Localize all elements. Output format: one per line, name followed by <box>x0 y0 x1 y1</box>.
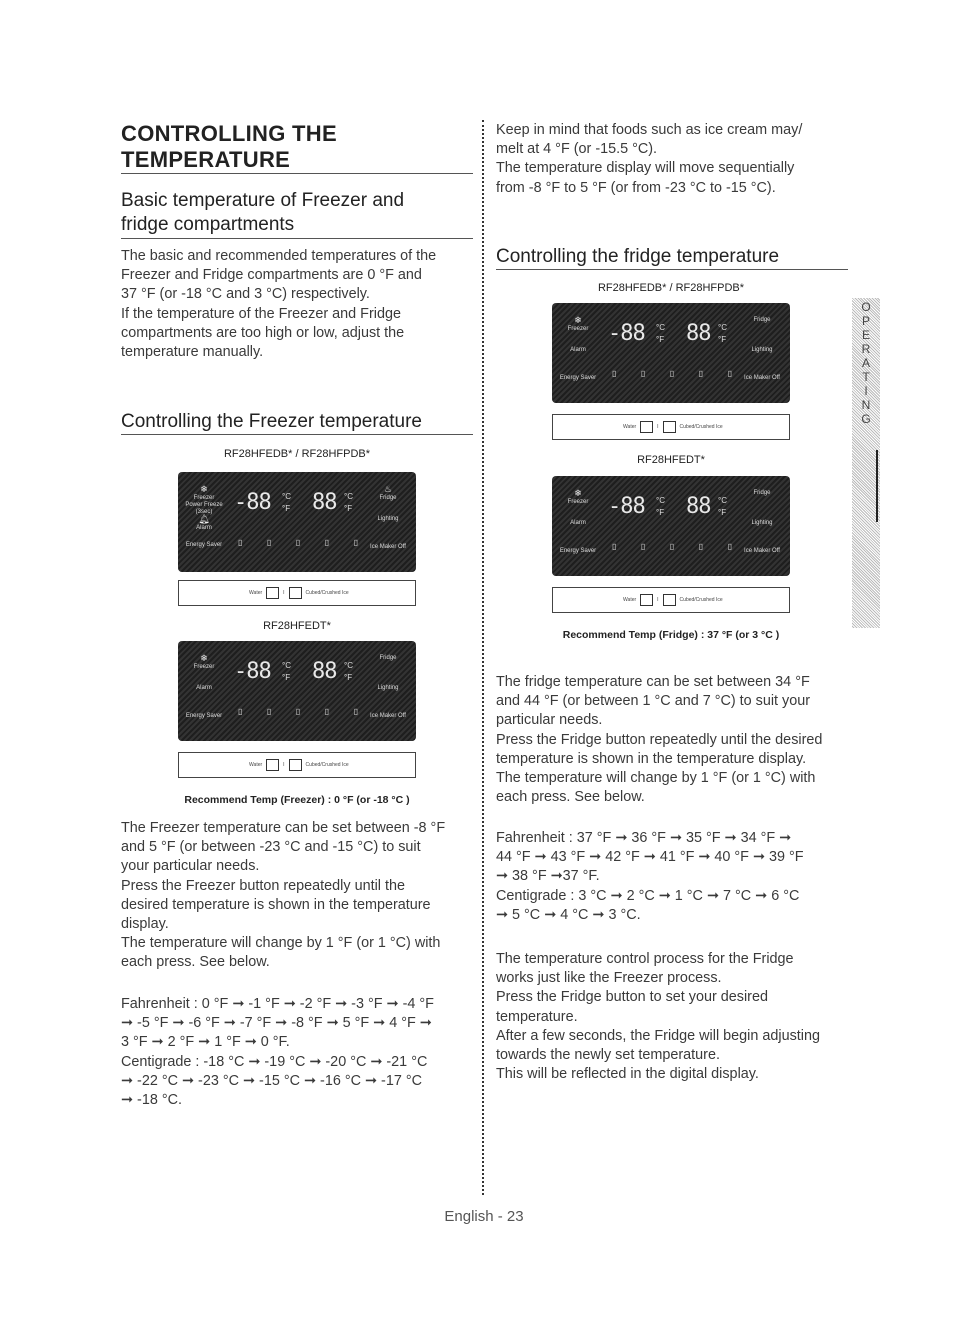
unit-c: °C <box>282 661 291 670</box>
freezer-heading: Controlling the Freezer temperature <box>121 411 422 432</box>
process-line: works just like the Freezer process. <box>496 970 722 987</box>
intro-line: melt at 4 °F (or -15.5 °C). <box>496 141 658 158</box>
fridge-rule <box>496 269 848 270</box>
fridge-process-text <box>496 950 856 1084</box>
freezer-button[interactable]: ❄ Freezer <box>567 488 589 505</box>
filter-icon[interactable]: ▯ <box>266 707 272 716</box>
unit-c: °C <box>282 492 291 501</box>
freezer-icon: ❄ <box>574 488 582 498</box>
dispenser-selector: Water I Cubed/Crushed Ice <box>552 414 790 440</box>
page-title-line1: CONTROLLING THE <box>121 121 337 146</box>
unit-c: °C <box>344 492 353 501</box>
lighting-button[interactable]: Lighting <box>377 685 399 691</box>
dispenser-icon-row <box>612 369 732 378</box>
section-tab-label <box>856 300 876 426</box>
freezer-line: The Freezer temperature can be set between -8 °F <box>121 820 446 836</box>
fridge-seq-line: 44 °F ➞ 43 °F ➞ 42 °F ➞ 41 °F ➞ 40 °F ➞ 39 °F <box>496 849 804 866</box>
fridge-text <box>496 673 856 807</box>
freezer-line: desired temperature is shown in the temperature <box>121 896 431 913</box>
lighting-button[interactable]: Lighting <box>751 520 773 526</box>
freezer-text <box>121 819 481 973</box>
freezer-line: The temperature will change by 1 °F (or 1 °C) with <box>121 935 441 952</box>
freezer-icon: ❄ <box>200 653 208 663</box>
basic-line: If the temperature of the Freezer and Fridge <box>121 305 401 322</box>
process-line: After a few seconds, the Fridge will begin adjusting <box>496 1027 820 1044</box>
unit-f: °F <box>718 335 727 344</box>
dispenser-selector: Water I Cubed/Crushed Ice <box>178 580 416 606</box>
lock-icon[interactable]: ▯ <box>727 542 732 551</box>
unit-f: °F <box>656 508 665 517</box>
alarm-button[interactable]: Alarm <box>570 520 586 526</box>
lock-icon[interactable]: ▯ <box>353 538 358 547</box>
fridge-button[interactable]: Fridge <box>379 655 397 661</box>
intro-line: The temperature display will move sequentially <box>496 160 795 177</box>
right-intro-text <box>496 121 856 198</box>
fridge-heading: Controlling the fridge temperature <box>496 246 780 267</box>
freezer-model1: RF28HFEDB* / RF28HFPDB* <box>223 448 371 460</box>
freezer-line: and 5 °F (or between -23 °C and -15 °C) to suit <box>121 839 421 856</box>
fridge-button[interactable]: Fridge <box>753 490 771 496</box>
crushed-icon[interactable]: ▯ <box>698 542 704 551</box>
fridge-line: each press. See below. <box>496 789 645 806</box>
fridge-sequence <box>496 829 856 925</box>
fridge-temp-display: 88 <box>312 659 337 684</box>
freezer-button[interactable]: ❄ Freezer <box>193 653 215 670</box>
unit-f: °F <box>656 335 665 344</box>
freezer-temp-display: -88 <box>234 659 271 684</box>
dispenser-icon-row <box>238 538 358 547</box>
freezer-seq-line: ➞ -5 °F ➞ -6 °F ➞ -7 °F ➞ -8 °F ➞ 5 °F ➞ 4 °F ➞ <box>121 1015 432 1032</box>
control-panel <box>178 472 416 572</box>
intro-line: Keep in mind that foods such as ice cream may/ <box>496 122 803 138</box>
fridge-model1: RF28HFEDB* / RF28HFPDB* <box>597 282 745 294</box>
unit-c: °C <box>656 323 665 332</box>
basic-line: compartments are too high or low, adjust the <box>121 324 405 341</box>
fridge-recommend: Recommend Temp (Fridge) : 37 °F (or 3 °C ) <box>562 629 780 641</box>
freezer-model2: RF28HFEDT* <box>263 620 331 632</box>
column-divider <box>482 120 484 1195</box>
alarm-icon: 🔔︎ <box>198 514 210 524</box>
fridge-line: Press the Fridge button repeatedly until the desired <box>496 731 823 748</box>
freezer-line: your particular needs. <box>121 858 260 875</box>
water-icon[interactable]: ▯ <box>238 538 243 547</box>
lighting-button[interactable]: Lighting <box>751 347 773 353</box>
section-tab-bar <box>876 450 878 522</box>
dispenser-selector: Water I Cubed/Crushed Ice <box>552 587 790 613</box>
water-select[interactable] <box>266 587 279 599</box>
unit-f: °F <box>344 673 353 682</box>
unit-c: °C <box>656 496 665 505</box>
cubed-icon[interactable]: ▯ <box>295 538 301 547</box>
water-icon[interactable]: ▯ <box>612 542 617 551</box>
fridge-icon: ♨ <box>383 484 393 494</box>
energy-saver-button[interactable]: Energy Saver <box>185 713 223 719</box>
lighting-button[interactable]: Lighting <box>377 516 399 522</box>
crushed-icon[interactable]: ▯ <box>324 707 330 716</box>
energy-saver-button[interactable]: Energy Saver <box>559 548 597 554</box>
lock-icon[interactable]: ▯ <box>727 369 732 378</box>
unit-f: °F <box>282 673 291 682</box>
freezer-temp-display: -88 <box>608 494 645 519</box>
fridge-line: temperature is shown in the temperature display. <box>496 750 807 767</box>
unit-c: °C <box>718 496 727 505</box>
dispenser-icon-row <box>612 542 732 551</box>
fridge-seq-line: Fahrenheit : 37 °F ➞ 36 °F ➞ 35 °F ➞ 34 °F ➞ <box>496 830 792 846</box>
freezer-seq-line: ➞ -22 °C ➞ -23 °C ➞ -15 °C ➞ -16 °C ➞ -17 °C <box>121 1072 422 1089</box>
fridge-line: particular needs. <box>496 712 603 729</box>
fridge-seq-line: Centigrade : 3 °C ➞ 2 °C ➞ 1 °C ➞ 7 °C ➞ 6 °C <box>496 887 800 904</box>
intro-line: from -8 °F to 5 °F (or from -23 °C to -15 °C). <box>496 179 776 196</box>
freezer-rule <box>121 434 473 435</box>
process-line: This will be reflected in the digital display. <box>496 1066 759 1083</box>
cubed-icon[interactable]: ▯ <box>295 707 301 716</box>
unit-f: °F <box>282 504 291 513</box>
cubed-icon[interactable]: ▯ <box>669 542 675 551</box>
water-select[interactable] <box>640 594 653 606</box>
fridge-temp-display: 88 <box>686 321 711 346</box>
basic-text <box>121 247 481 362</box>
filter-icon[interactable]: ▯ <box>640 542 646 551</box>
dispenser-icon-row <box>238 707 358 716</box>
unit-c: °C <box>344 661 353 670</box>
alarm-button[interactable]: Alarm <box>196 685 212 691</box>
freezer-line: Press the Freezer button repeatedly until the <box>121 877 405 894</box>
alarm-button[interactable]: Alarm <box>570 347 586 353</box>
fridge-model2: RF28HFEDT* <box>637 454 705 466</box>
water-select[interactable] <box>266 759 279 771</box>
lock-icon[interactable]: ▯ <box>353 707 358 716</box>
fridge-temp-display: 88 <box>686 494 711 519</box>
freezer-temp-display: -88 <box>234 490 271 515</box>
control-panel <box>552 476 790 576</box>
basic-line: Freezer and Fridge compartments are 0 °F and <box>121 267 422 284</box>
freezer-sequence <box>121 995 481 1110</box>
freezer-button[interactable]: ❄ Freezer Power Freeze (3sec) <box>185 484 223 515</box>
ice-maker-off-button[interactable]: Ice Maker Off <box>744 548 780 554</box>
energy-saver-button[interactable]: Energy Saver <box>185 542 223 548</box>
crushed-icon[interactable]: ▯ <box>324 538 330 547</box>
process-line: temperature. <box>496 1008 578 1025</box>
alarm-button[interactable]: 🔔︎ Alarm <box>196 514 212 531</box>
control-panel <box>178 641 416 741</box>
unit-f: °F <box>718 508 727 517</box>
process-line: Press the Fridge button to set your desired <box>496 989 768 1006</box>
ice-maker-off-button[interactable]: Ice Maker Off <box>370 544 406 550</box>
fridge-line: The temperature will change by 1 °F (or 1 °C) with <box>496 770 816 787</box>
basic-rule <box>121 238 473 239</box>
dispenser-selector: Water I Cubed/Crushed Ice <box>178 752 416 778</box>
basic-heading-line2: fridge compartments <box>121 214 295 235</box>
energy-saver-button[interactable]: Energy Saver <box>559 375 597 381</box>
freezer-icon: ❄ <box>574 315 582 325</box>
unit-f: °F <box>344 504 353 513</box>
fridge-temp-display: 88 <box>312 490 337 515</box>
fridge-line: and 44 °F (or between 1 °C and 7 °C) to suit your <box>496 693 811 710</box>
filter-icon[interactable]: ▯ <box>266 538 272 547</box>
ice-select[interactable] <box>663 421 676 433</box>
freezer-line: each press. See below. <box>121 954 270 971</box>
ice-maker-off-button[interactable]: Ice Maker Off <box>370 713 406 719</box>
process-line: The temperature control process for the Fridge <box>496 951 794 967</box>
fridge-line: The fridge temperature can be set between 34 °F <box>496 674 810 690</box>
freezer-seq-line: ➞ -18 °C. <box>121 1092 182 1109</box>
filter-icon[interactable]: ▯ <box>640 369 646 378</box>
freezer-seq-line: 3 °F ➞ 2 °F ➞ 1 °F ➞ 0 °F. <box>121 1034 290 1051</box>
freezer-temp-display: -88 <box>608 321 645 346</box>
freezer-seq-line: Fahrenheit : 0 °F ➞ -1 °F ➞ -2 °F ➞ -3 °F ➞ -4 °F <box>121 996 434 1012</box>
page-title-line2: TEMPERATURE <box>121 147 291 172</box>
ice-maker-off-button[interactable]: Ice Maker Off <box>744 375 780 381</box>
fridge-button[interactable]: Fridge <box>753 317 771 323</box>
fridge-seq-line: ➞ 5 °C ➞ 4 °C ➞ 3 °C. <box>496 906 641 923</box>
basic-line: 37 °F (or -18 °C and 3 °C) respectively. <box>121 286 370 303</box>
basic-heading-line1: Basic temperature of Freezer and <box>121 190 405 211</box>
crushed-icon[interactable]: ▯ <box>698 369 704 378</box>
fridge-seq-line: ➞ 38 °F ➞37 °F. <box>496 868 600 885</box>
ice-select[interactable] <box>289 759 302 771</box>
freezer-icon: ❄ <box>200 484 208 494</box>
basic-line: temperature manually. <box>121 344 264 361</box>
cubed-icon[interactable]: ▯ <box>669 369 675 378</box>
ice-select[interactable] <box>289 587 302 599</box>
section-tab-letters: O P E R A T I N G <box>861 300 871 426</box>
freezer-seq-line: Centigrade : -18 °C ➞ -19 °C ➞ -20 °C ➞ -21 °C <box>121 1053 428 1070</box>
basic-line: The basic and recommended temperatures of the <box>121 248 437 264</box>
fridge-button[interactable]: ♨ Fridge <box>379 484 397 501</box>
ice-select[interactable] <box>663 594 676 606</box>
freezer-line: display. <box>121 916 169 933</box>
unit-c: °C <box>718 323 727 332</box>
water-icon[interactable]: ▯ <box>238 707 243 716</box>
water-select[interactable] <box>640 421 653 433</box>
control-panel <box>552 303 790 403</box>
title-rule <box>121 173 473 174</box>
process-line: towards the newly set temperature. <box>496 1047 720 1064</box>
freezer-button[interactable]: ❄ Freezer <box>567 315 589 332</box>
page-number: English - 23 <box>444 1208 524 1225</box>
freezer-recommend: Recommend Temp (Freezer) : 0 °F (or -18 °C ) <box>184 794 410 806</box>
water-icon[interactable]: ▯ <box>612 369 617 378</box>
